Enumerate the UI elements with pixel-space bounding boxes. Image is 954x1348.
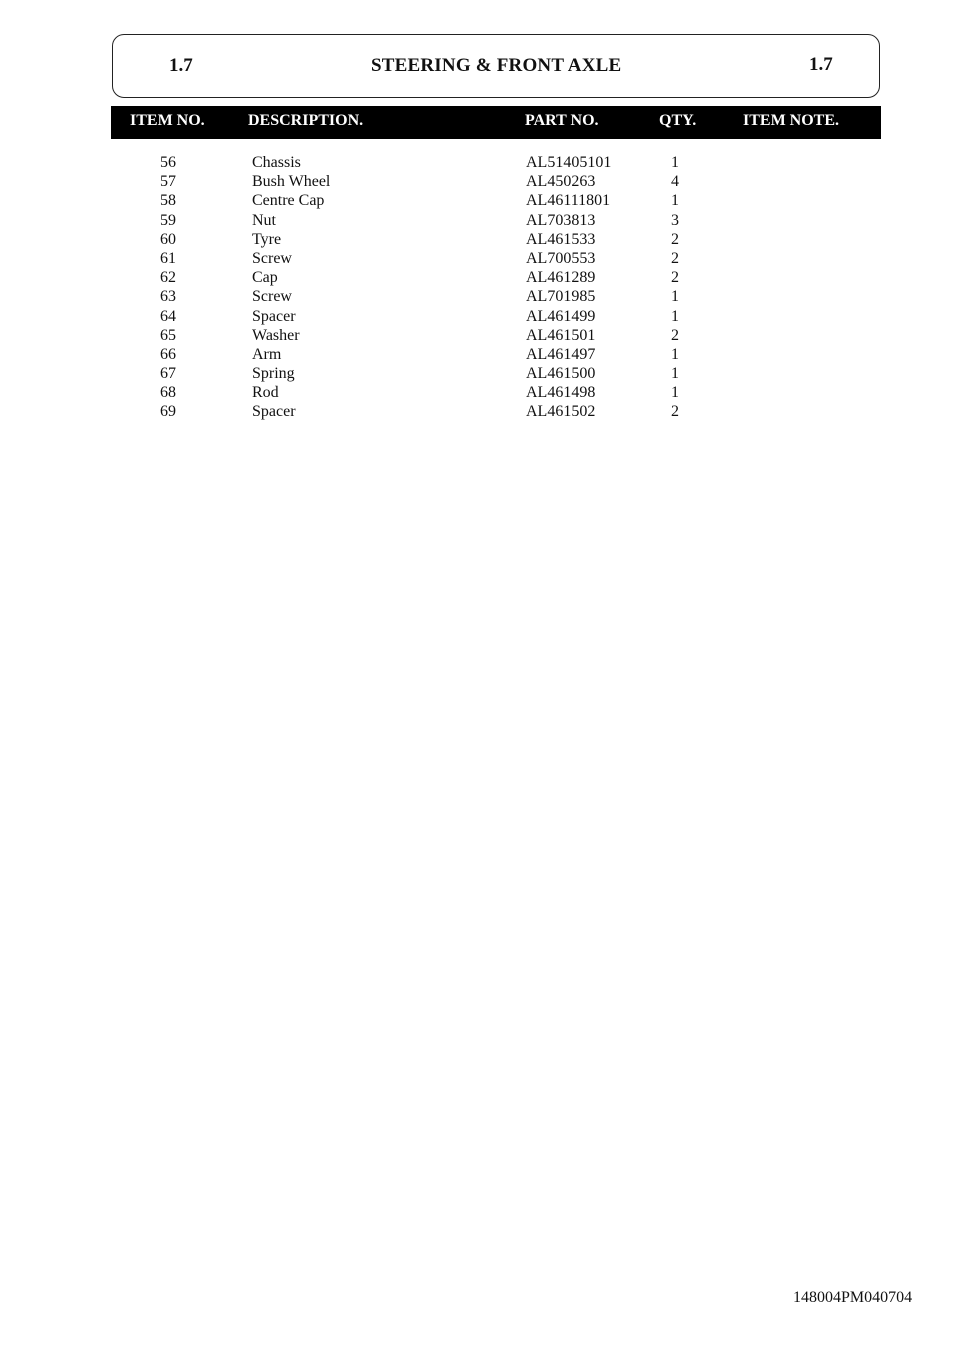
qty-cell: 1: [671, 345, 679, 363]
column-header-qty: QTY.: [659, 112, 697, 129]
table-row: [111, 173, 881, 192]
document-code: 148004PM040704: [793, 1289, 913, 1306]
item-no-cell: 66: [160, 345, 176, 363]
description-cell: Spring: [252, 365, 295, 383]
qty-cell: 4: [671, 173, 679, 191]
table-row: [111, 346, 881, 365]
description-cell: Arm: [252, 345, 282, 363]
part-no-cell: AL461497: [526, 345, 596, 363]
part-no-cell: AL701985: [526, 288, 596, 306]
column-header-part-no: PART NO.: [525, 112, 599, 129]
item-no-cell: 69: [160, 403, 176, 421]
description-cell: Tyre: [252, 230, 282, 248]
part-no-cell: AL46111801: [526, 192, 611, 210]
part-no-cell: AL461498: [526, 384, 596, 402]
qty-cell: 2: [671, 230, 679, 248]
description-cell: Bush Wheel: [252, 173, 331, 191]
qty-cell: 1: [671, 307, 679, 325]
qty-cell: 1: [671, 384, 679, 402]
qty-cell: 2: [671, 249, 679, 267]
section-title-box: [112, 34, 880, 98]
qty-cell: 1: [671, 154, 679, 171]
part-no-cell: AL461533: [526, 230, 596, 248]
table-row: [111, 250, 881, 269]
part-no-cell: AL461499: [526, 307, 596, 325]
qty-cell: 3: [671, 211, 679, 229]
qty-cell: 1: [671, 365, 679, 383]
part-no-cell: AL461289: [526, 269, 596, 287]
item-no-cell: 58: [160, 192, 176, 210]
qty-cell: 2: [671, 403, 679, 421]
item-no-cell: 60: [160, 230, 176, 248]
part-no-cell: AL461501: [526, 326, 596, 344]
part-no-cell: AL461500: [526, 365, 596, 383]
section-number-right: 1.7: [809, 54, 833, 75]
table-row: [111, 365, 881, 384]
description-cell: Nut: [252, 211, 276, 229]
description-cell: Washer: [252, 326, 300, 344]
table-header: [111, 106, 881, 139]
item-no-cell: 59: [160, 211, 176, 229]
part-no-cell: AL450263: [526, 173, 596, 191]
description-cell: Spacer: [252, 307, 296, 325]
table-row: [111, 269, 881, 288]
qty-cell: 1: [671, 288, 679, 306]
item-no-cell: 62: [160, 269, 176, 287]
part-no-cell: AL703813: [526, 211, 596, 229]
item-no-cell: 56: [160, 154, 176, 171]
item-no-cell: 64: [160, 307, 176, 325]
table-row: [111, 154, 881, 173]
parts-table-body: [111, 154, 881, 423]
table-row: [111, 231, 881, 250]
table-row: [111, 288, 881, 307]
description-cell: Cap: [252, 269, 278, 287]
description-cell: Screw: [252, 288, 292, 306]
table-row: [111, 327, 881, 346]
description-cell: Spacer: [252, 403, 296, 421]
item-no-cell: 68: [160, 384, 176, 402]
column-header-item-note: ITEM NOTE.: [743, 112, 840, 129]
item-no-cell: 67: [160, 365, 176, 383]
item-no-cell: 65: [160, 326, 176, 344]
part-no-cell: AL51405101: [526, 154, 612, 171]
item-no-cell: 61: [160, 249, 176, 267]
column-header-item-no: ITEM NO.: [130, 112, 205, 129]
description-cell: Screw: [252, 249, 292, 267]
description-cell: Chassis: [252, 154, 301, 171]
table-row: [111, 403, 881, 422]
qty-cell: 1: [671, 192, 679, 210]
table-row: [111, 192, 881, 211]
table-row: [111, 308, 881, 327]
page-title: STEERING & FRONT AXLE: [371, 55, 622, 76]
description-cell: Rod: [252, 384, 279, 402]
column-header-description: DESCRIPTION.: [248, 112, 364, 129]
item-no-cell: 63: [160, 288, 176, 306]
qty-cell: 2: [671, 326, 679, 344]
section-number-left: 1.7: [169, 55, 193, 76]
description-cell: Centre Cap: [252, 192, 325, 210]
qty-cell: 2: [671, 269, 679, 287]
part-no-cell: AL700553: [526, 249, 596, 267]
table-row: [111, 384, 881, 403]
item-no-cell: 57: [160, 173, 176, 191]
table-row: [111, 212, 881, 231]
part-no-cell: AL461502: [526, 403, 596, 421]
